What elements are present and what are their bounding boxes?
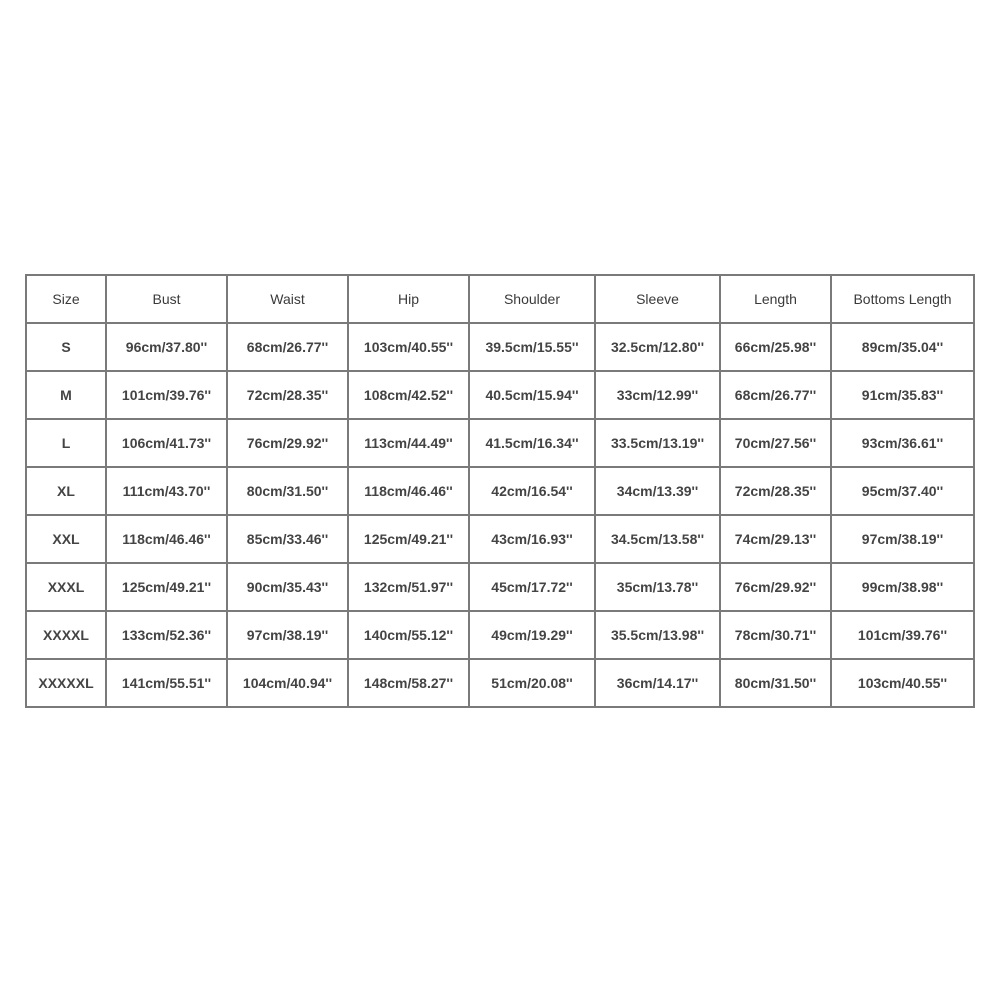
cell-waist: 72cm/28.35'' [227,371,348,419]
cell-size: M [26,371,106,419]
cell-sleeve: 33.5cm/13.19'' [595,419,720,467]
cell-bottoms-length: 103cm/40.55'' [831,659,974,707]
header-bust: Bust [106,275,227,323]
cell-shoulder: 40.5cm/15.94'' [469,371,595,419]
table-row [26,611,974,659]
table-row [26,323,974,371]
cell-length: 76cm/29.92'' [720,563,831,611]
cell-bottoms-length: 93cm/36.61'' [831,419,974,467]
cell-bottoms-length: 99cm/38.98'' [831,563,974,611]
cell-length: 68cm/26.77'' [720,371,831,419]
table-row [26,467,974,515]
cell-waist: 90cm/35.43'' [227,563,348,611]
cell-sleeve: 35cm/13.78'' [595,563,720,611]
size-chart-header [26,275,974,323]
cell-size: XL [26,467,106,515]
cell-waist: 80cm/31.50'' [227,467,348,515]
cell-bust: 133cm/52.36'' [106,611,227,659]
table-row [26,563,974,611]
cell-shoulder: 51cm/20.08'' [469,659,595,707]
cell-shoulder: 41.5cm/16.34'' [469,419,595,467]
cell-size: XXL [26,515,106,563]
cell-size: L [26,419,106,467]
cell-bust: 141cm/55.51'' [106,659,227,707]
cell-sleeve: 33cm/12.99'' [595,371,720,419]
header-row [26,275,974,323]
cell-length: 74cm/29.13'' [720,515,831,563]
cell-sleeve: 35.5cm/13.98'' [595,611,720,659]
header-length: Length [720,275,831,323]
header-sleeve: Sleeve [595,275,720,323]
cell-sleeve: 36cm/14.17'' [595,659,720,707]
table-row [26,659,974,707]
cell-bottoms-length: 97cm/38.19'' [831,515,974,563]
cell-bust: 111cm/43.70'' [106,467,227,515]
cell-sleeve: 34.5cm/13.58'' [595,515,720,563]
cell-bottoms-length: 101cm/39.76'' [831,611,974,659]
header-size: Size [26,275,106,323]
cell-hip: 108cm/42.52'' [348,371,469,419]
size-chart-table [25,274,975,708]
table-row [26,515,974,563]
cell-bust: 125cm/49.21'' [106,563,227,611]
cell-length: 72cm/28.35'' [720,467,831,515]
size-chart-body [26,323,974,707]
cell-length: 70cm/27.56'' [720,419,831,467]
cell-waist: 97cm/38.19'' [227,611,348,659]
cell-bust: 101cm/39.76'' [106,371,227,419]
cell-waist: 76cm/29.92'' [227,419,348,467]
cell-hip: 140cm/55.12'' [348,611,469,659]
cell-shoulder: 49cm/19.29'' [469,611,595,659]
cell-hip: 148cm/58.27'' [348,659,469,707]
header-waist: Waist [227,275,348,323]
cell-hip: 125cm/49.21'' [348,515,469,563]
cell-bottoms-length: 89cm/35.04'' [831,323,974,371]
cell-sleeve: 32.5cm/12.80'' [595,323,720,371]
cell-length: 80cm/31.50'' [720,659,831,707]
cell-size: XXXXL [26,611,106,659]
table-row [26,371,974,419]
cell-bottoms-length: 95cm/37.40'' [831,467,974,515]
table-row [26,419,974,467]
cell-waist: 68cm/26.77'' [227,323,348,371]
cell-bust: 118cm/46.46'' [106,515,227,563]
cell-length: 66cm/25.98'' [720,323,831,371]
cell-size: XXXL [26,563,106,611]
header-bottoms-length: Bottoms Length [831,275,974,323]
cell-size: S [26,323,106,371]
cell-hip: 113cm/44.49'' [348,419,469,467]
cell-size: XXXXXL [26,659,106,707]
cell-sleeve: 34cm/13.39'' [595,467,720,515]
cell-bust: 106cm/41.73'' [106,419,227,467]
header-hip: Hip [348,275,469,323]
cell-waist: 85cm/33.46'' [227,515,348,563]
cell-shoulder: 45cm/17.72'' [469,563,595,611]
cell-shoulder: 42cm/16.54'' [469,467,595,515]
cell-hip: 132cm/51.97'' [348,563,469,611]
cell-waist: 104cm/40.94'' [227,659,348,707]
cell-shoulder: 43cm/16.93'' [469,515,595,563]
cell-shoulder: 39.5cm/15.55'' [469,323,595,371]
cell-hip: 103cm/40.55'' [348,323,469,371]
header-shoulder: Shoulder [469,275,595,323]
cell-bottoms-length: 91cm/35.83'' [831,371,974,419]
cell-length: 78cm/30.71'' [720,611,831,659]
cell-bust: 96cm/37.80'' [106,323,227,371]
cell-hip: 118cm/46.46'' [348,467,469,515]
